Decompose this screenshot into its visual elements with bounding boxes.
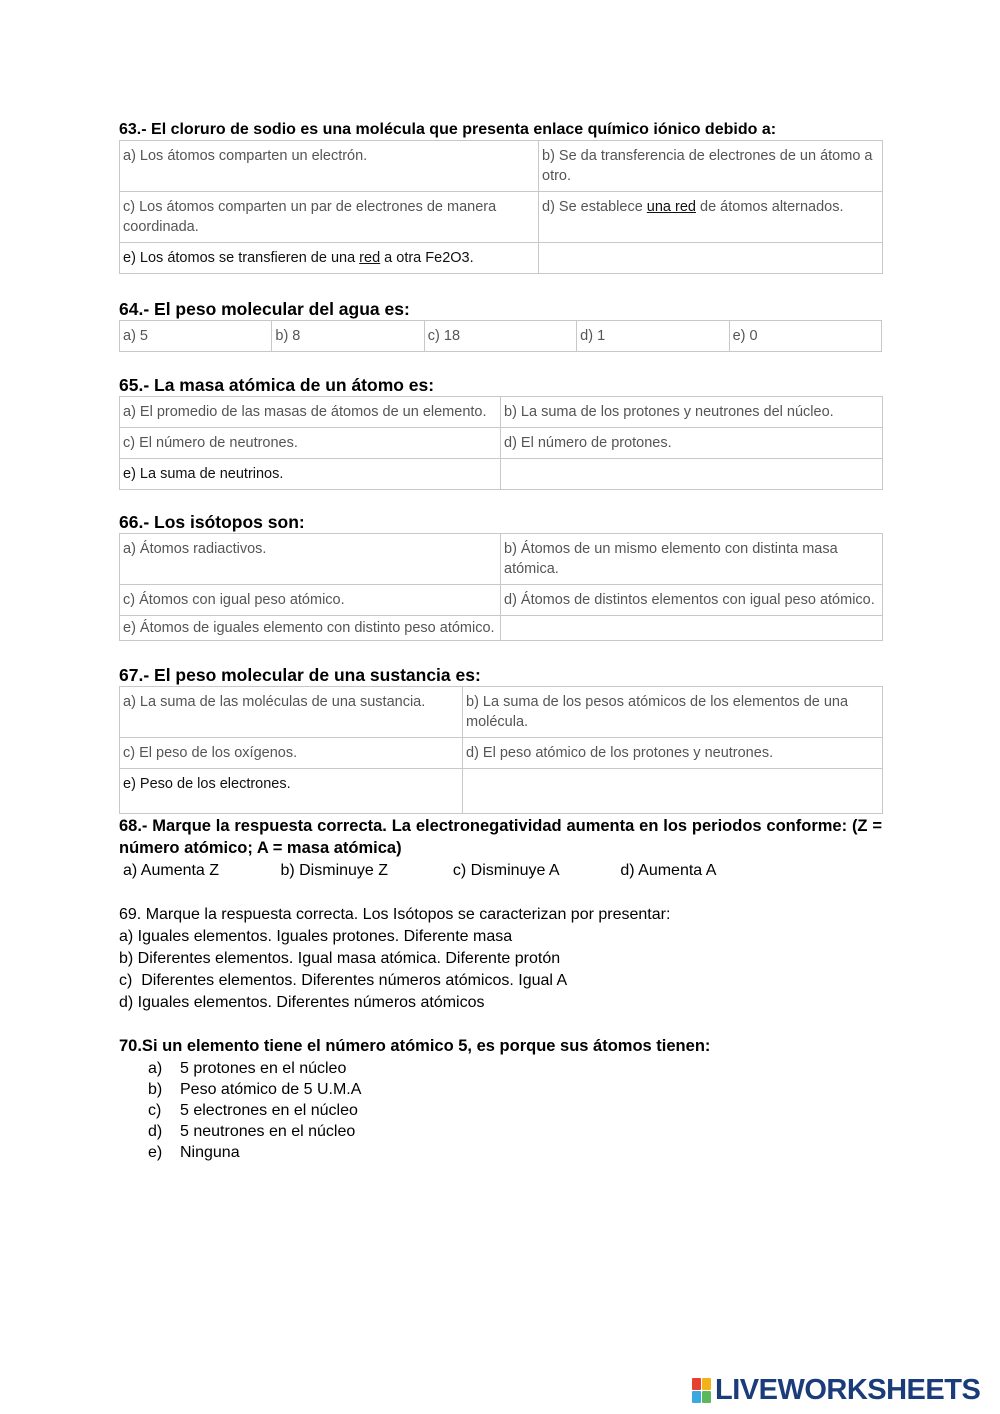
q63-option-d-underline: una red [646, 199, 696, 215]
q65-option-e[interactable]: e) La suma de neutrinos. [120, 459, 501, 490]
q66-option-c[interactable]: c) Átomos con igual peso atómico. [120, 585, 501, 616]
q66-title: 66.- Los isótopos son: [119, 512, 305, 532]
q63-options-table [119, 140, 883, 274]
liveworksheets-logo-text: LIVEWORKSHEETS [715, 1374, 981, 1406]
liveworksheets-logo[interactable] [692, 1376, 980, 1404]
q70-option-c-letter: c) [148, 1102, 162, 1119]
q64-option-a[interactable]: a) 5 [120, 321, 272, 352]
q66-option-d[interactable]: d) Átomos de distintos elementos con igual peso atómico. [501, 585, 883, 616]
q67-option-d[interactable]: d) El peso atómico de los protones y neutrones. [463, 738, 883, 769]
q66-options-table [119, 533, 883, 641]
worksheet-page [119, 120, 882, 1163]
q67-option-a[interactable]: a) La suma de las moléculas de una sustancia. [120, 687, 463, 738]
q63-option-e-pre: e) Los átomos se transfieren de una [123, 250, 360, 266]
q64-option-d[interactable]: d) 1 [577, 321, 729, 352]
q67-options-table [119, 686, 883, 814]
q64-option-b[interactable]: b) 8 [272, 321, 424, 352]
q64-option-e[interactable]: e) 0 [729, 321, 881, 352]
q70-option-d[interactable] [119, 1121, 882, 1142]
q68-option-a[interactable]: a) Aumenta Z [123, 862, 220, 879]
q63-option-c[interactable]: c) Los átomos comparten un par de electrones de manera coordinada. [120, 192, 539, 243]
logo-square-red [692, 1378, 701, 1390]
q70-option-e-text: Ninguna [180, 1144, 240, 1161]
q63-empty-cell [539, 243, 883, 274]
q70-option-a-text: 5 protones en el núcleo [180, 1060, 347, 1077]
q63-option-e[interactable] [120, 243, 539, 274]
q70-option-a-letter: a) [148, 1060, 163, 1077]
q65-option-c[interactable]: c) El número de neutrones. [120, 428, 501, 459]
q70-option-d-letter: d) [148, 1123, 163, 1140]
logo-square-yellow [702, 1378, 711, 1390]
q63-option-d[interactable] [539, 192, 883, 243]
q67-option-e[interactable]: e) Peso de los electrones. [120, 769, 463, 814]
q70-block [119, 1035, 882, 1163]
q70-option-b-text: Peso atómico de 5 U.M.A [180, 1081, 362, 1098]
q64-options-table [119, 320, 882, 352]
q69-block [119, 904, 882, 1014]
q70-option-d-text: 5 neutrones en el núcleo [180, 1123, 356, 1140]
q67-title: 67.- El peso molecular de una sustancia es: [119, 665, 481, 685]
q63-option-d-post: de átomos alternados. [695, 199, 844, 215]
q66-empty-cell [501, 616, 883, 641]
q68-option-c[interactable]: c) Disminuye A [452, 862, 560, 879]
q63-option-e-post: a otra Fe2O3. [380, 250, 474, 266]
q63-option-b[interactable]: b) Se da transferencia de electrones de un átomo a otro. [539, 141, 883, 192]
q63-option-e-underline: red [359, 250, 381, 266]
q70-option-e-letter: e) [148, 1144, 163, 1161]
q70-option-c-text: 5 electrones en el núcleo [180, 1102, 358, 1119]
q69-option-c[interactable]: c) Diferentes elementos. Diferentes números atómicos. Igual A [119, 972, 568, 989]
q70-options-list [119, 1058, 882, 1163]
q65-option-d[interactable]: d) El número de protones. [501, 428, 883, 459]
q67-option-c[interactable]: c) El peso de los oxígenos. [120, 738, 463, 769]
q65-options-table [119, 396, 883, 490]
q68-option-d[interactable]: d) Aumenta A [620, 862, 717, 879]
q65-option-b[interactable]: b) La suma de los protones y neutrones del núcleo. [501, 397, 883, 428]
q64-option-c[interactable]: c) 18 [424, 321, 576, 352]
q68-option-b[interactable]: b) Disminuye Z [280, 862, 389, 879]
q65-title: 65.- La masa atómica de un átomo es: [119, 375, 435, 395]
logo-square-green [702, 1391, 711, 1403]
q64-title: 64.- El peso molecular del agua es: [119, 299, 410, 319]
q68-options [119, 860, 882, 882]
q63-option-a[interactable]: a) Los átomos comparten un electrón. [120, 141, 539, 192]
q70-option-c[interactable] [119, 1100, 882, 1121]
q66-option-b[interactable]: b) Átomos de un mismo elemento con distinta masa atómica. [501, 534, 883, 585]
q67-empty-cell [463, 769, 883, 814]
q68-title: 68.- Marque la respuesta correcta. La electronegatividad aumenta en los periodos conforme: (Z = número atómico; A = masa atómica) [119, 817, 882, 857]
q70-option-b-letter: b) [148, 1081, 163, 1098]
logo-square-blue [692, 1391, 701, 1403]
q66-option-e[interactable]: e) Átomos de iguales elemento con distinto peso atómico. [120, 616, 501, 641]
q70-option-a[interactable] [119, 1058, 882, 1079]
q69-option-d[interactable]: d) Iguales elementos. Diferentes números atómicos [119, 994, 485, 1011]
liveworksheets-logo-icon [692, 1378, 711, 1403]
q63-title: 63.- El cloruro de sodio es una molécula que presenta enlace químico iónico debido a: [119, 121, 777, 138]
q69-option-a[interactable]: a) Iguales elementos. Iguales protones. Diferente masa [119, 928, 513, 945]
q70-option-b[interactable] [119, 1079, 882, 1100]
q63-option-d-pre: d) Se establece [542, 199, 647, 215]
q65-empty-cell [501, 459, 883, 490]
q70-title: 70.Si un elemento tiene el número atómico 5, es porque sus átomos tienen: [119, 1037, 711, 1055]
q69-option-b[interactable]: b) Diferentes elementos. Igual masa atómica. Diferente protón [119, 950, 561, 967]
q69-title: 69. Marque la respuesta correcta. Los Isótopos se caracterizan por presentar: [119, 906, 671, 923]
q67-option-b[interactable]: b) La suma de los pesos atómicos de los elementos de una molécula. [463, 687, 883, 738]
q66-option-a[interactable]: a) Átomos radiactivos. [120, 534, 501, 585]
q65-option-a[interactable]: a) El promedio de las masas de átomos de un elemento. [120, 397, 501, 428]
q70-option-e[interactable] [119, 1142, 882, 1163]
